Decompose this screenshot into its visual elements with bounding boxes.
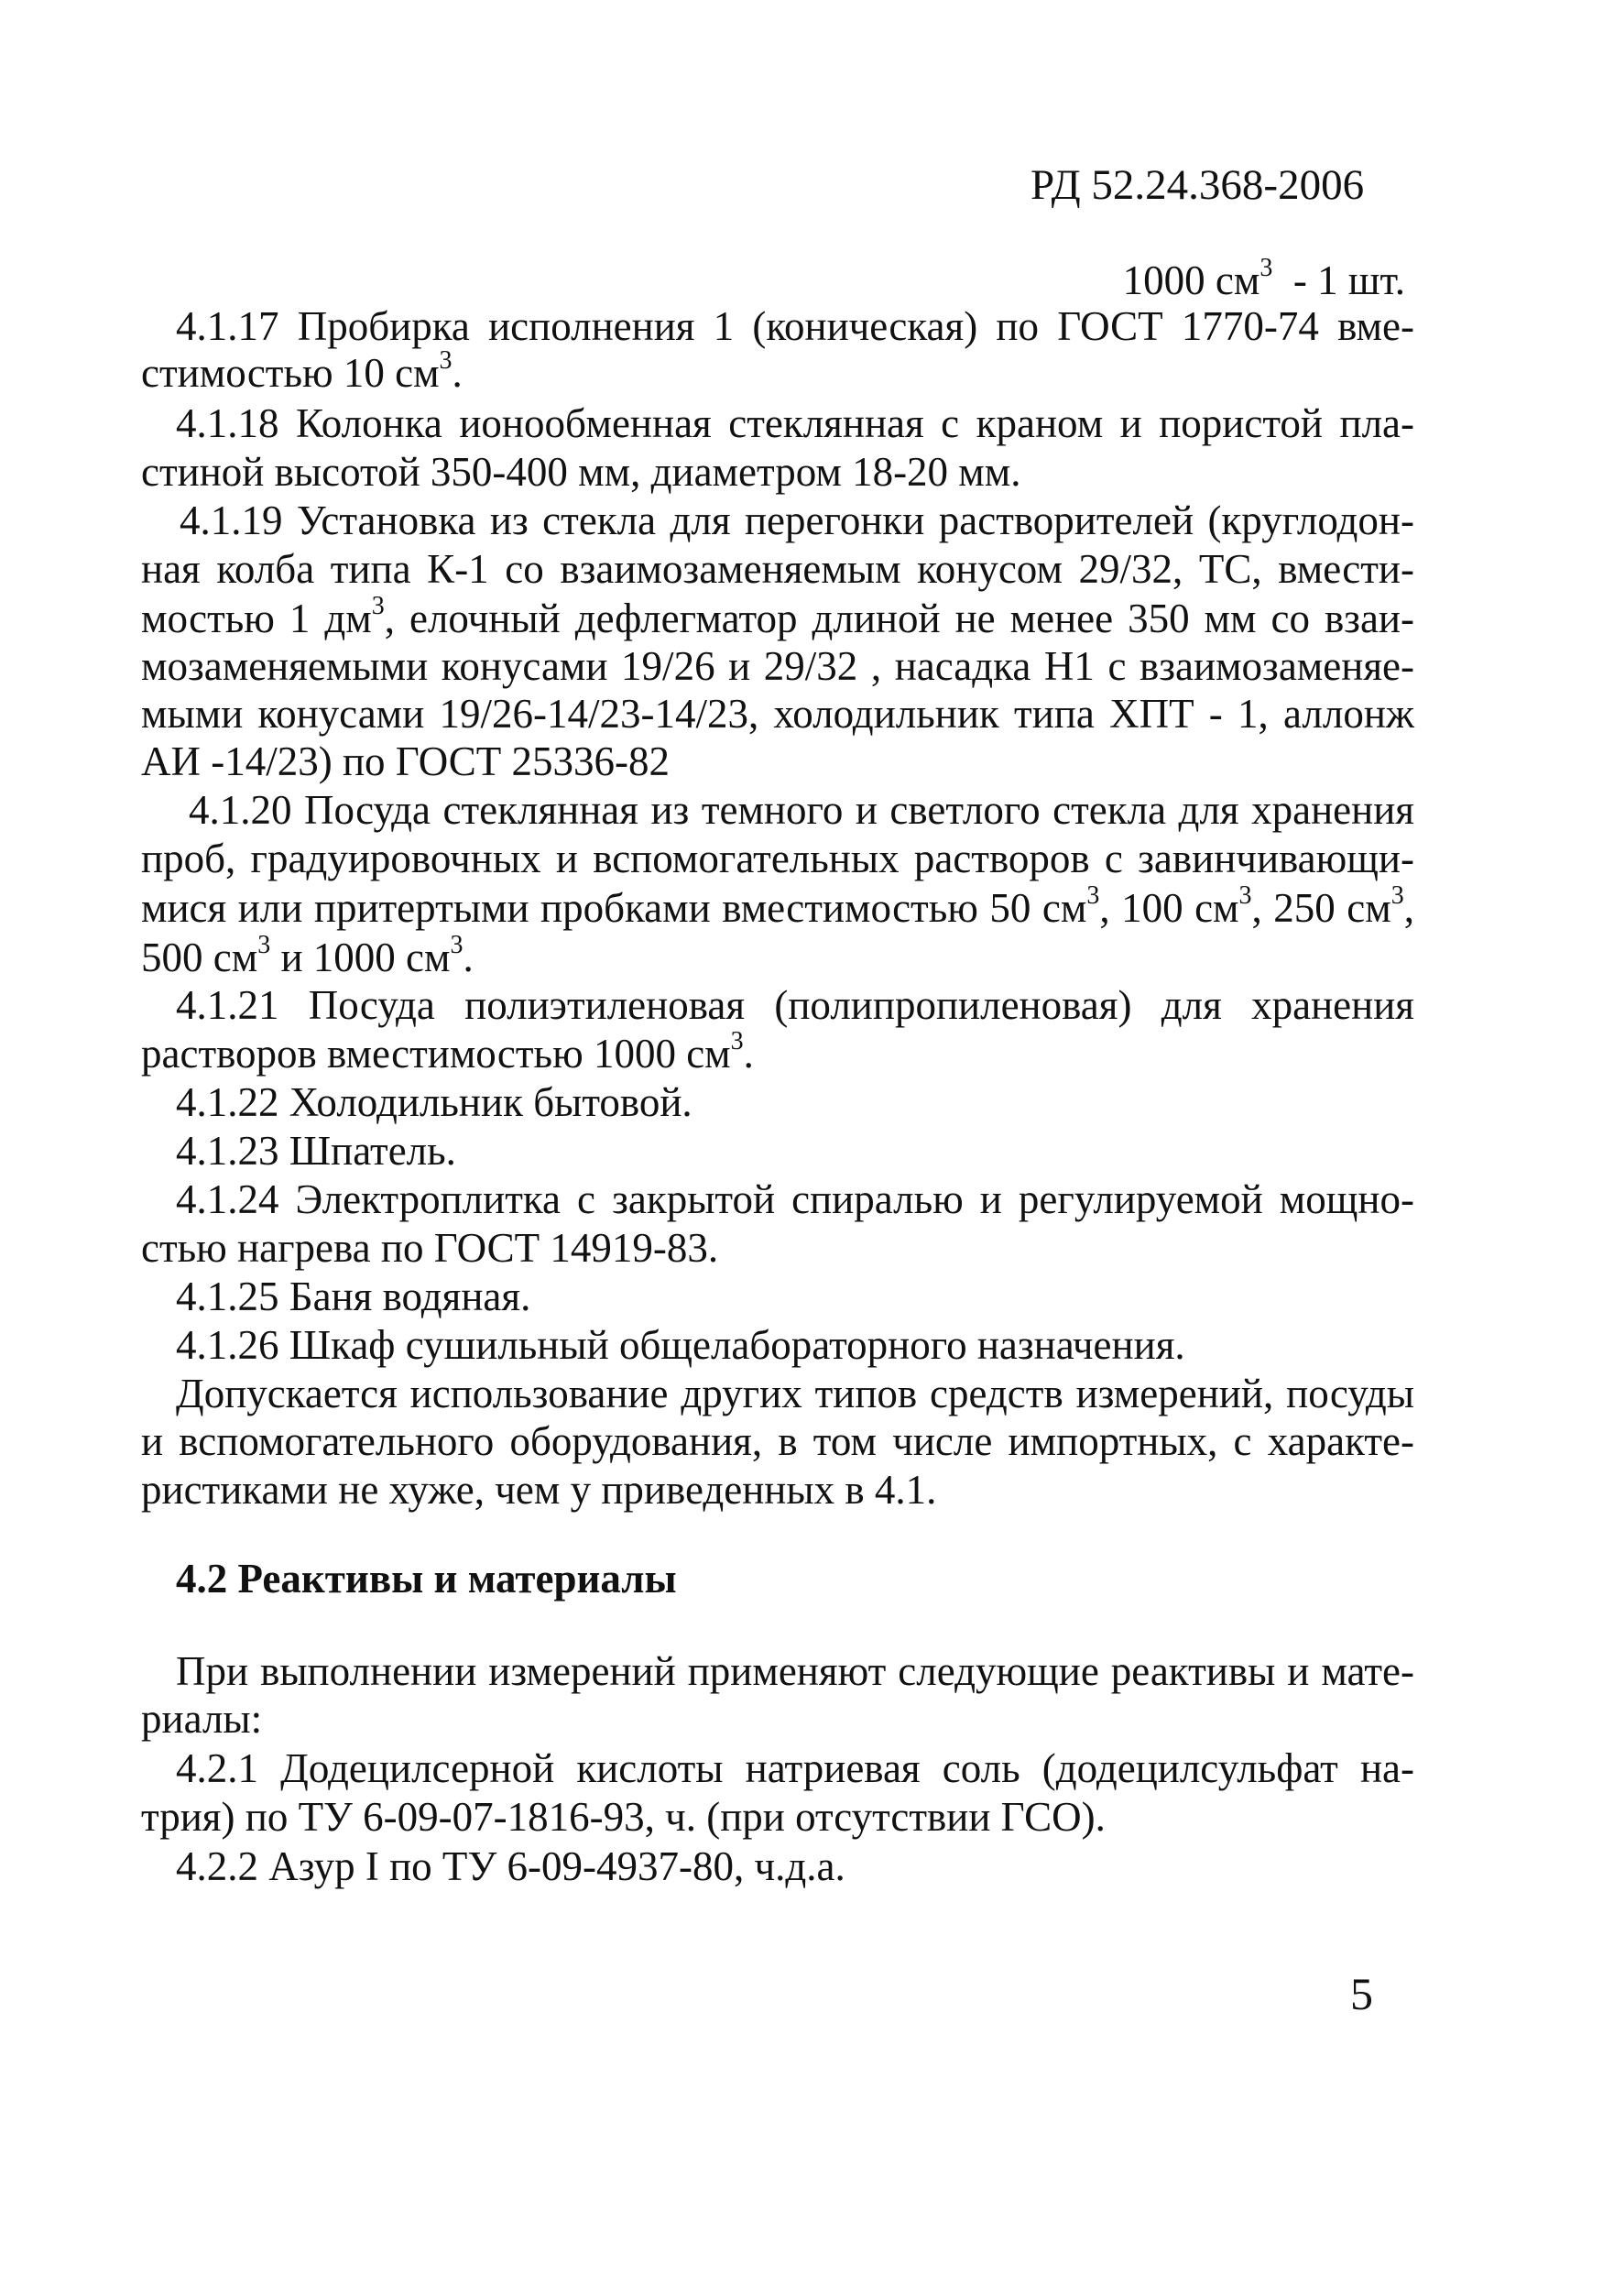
text-line: 4.1.17 Пробирка исполнения 1 (коническая) по ГОСТ 1770-74 вме-: [176, 303, 1414, 349]
text-line: 4.1.24 Электроплитка с закрытой спиралью и регулируемой мощно-: [176, 1176, 1414, 1222]
text-line: растворов вместимостью 1000 $см^3$.: [141, 1027, 754, 1077]
text-line: АИ -14/23) по ГОСТ 25336-82: [141, 738, 670, 784]
text-line: стиной высотой 350-400 мм, диаметром 18-20 мм.: [141, 449, 1021, 495]
text-line: 4.1.18 Колонка ионообменная стеклянная с краном и пористой пла-: [176, 400, 1414, 446]
text-line: 1000 $см^3 - 1$ шт.: [1122, 254, 1405, 303]
text-line: проб, градуировочных и вспомогательных растворов с завинчивающи-: [141, 836, 1414, 881]
document-id: РД 52.24.368-2006: [1030, 161, 1365, 209]
text-line: 4.1.19 Установка из стекла для перегонки растворителей (круглодон-: [180, 497, 1414, 543]
text-line: мозаменяемыми конусами 19/26 и 29/32 , насадка Н1 с взаимозаменяе-: [141, 643, 1414, 689]
text-line: 4.1.23 Шпатель.: [176, 1128, 456, 1174]
text-line: стимостью 10 $см^3$.: [141, 346, 463, 396]
text-line: 4.1.25 Баня водяная.: [176, 1274, 531, 1319]
text-line: мыми конусами 19/26-14/23-14/23, холодильник типа ХПТ - 1, аллонж: [141, 691, 1414, 737]
text-line: 4.1.21 Посуда полиэтиленовая (полипропиленовая) для хранения: [176, 982, 1414, 1028]
text-line: и вспомогательного оборудования, в том числе импортных, с характе-: [141, 1418, 1414, 1464]
text-line: 4.2.1 Додецилсерной кислоты натриевая соль (додецилсульфат на-: [176, 1745, 1414, 1791]
text-line: 4.1.22 Холодильник бытовой.: [176, 1079, 692, 1125]
text-line: ристиками не хуже, чем у приведенных в 4.1.: [141, 1467, 937, 1513]
text-line: 500 $см^3$ и 1000 $см^3$.: [141, 931, 474, 980]
text-line: мостью 1 $дм^3$, елочный дефлегматор длиной не менее 350 мм со взаи-: [141, 592, 1415, 641]
text-line: стью нагрева по ГОСТ 14919-83.: [141, 1225, 719, 1271]
text-line: риалы:: [141, 1696, 263, 1742]
text-line: мися или притертыми пробками вместимостью 50 $см^3$, 100 $см^3$, 250 $см^3$,: [141, 881, 1415, 931]
text-line: трия) по ТУ 6-09-07-1816-93, ч. (при отсутствии ГСО).: [141, 1794, 1106, 1840]
text-line: 4.2.2 Азур I по ТУ 6-09-4937-80, ч.д.а.: [176, 1843, 845, 1889]
text-line: 4.1.20 Посуда стеклянная из темного и светлого стекла для хранения: [189, 787, 1414, 833]
text-line: ная колба типа К-1 со взаимозаменяемым конусом 29/32, ТС, вмести-: [141, 546, 1414, 592]
text-line: При выполнении измерений применяют следующие реактивы и мате-: [176, 1648, 1414, 1694]
section-heading: 4.2 Реактивы и материалы: [176, 1556, 677, 1602]
page-number: 5: [1350, 1968, 1373, 2019]
text-line: Допускается использование других типов средств измерений, посуды: [176, 1371, 1414, 1416]
text-line: 4.1.26 Шкаф сушильный общелабораторного назначения.: [176, 1322, 1185, 1368]
